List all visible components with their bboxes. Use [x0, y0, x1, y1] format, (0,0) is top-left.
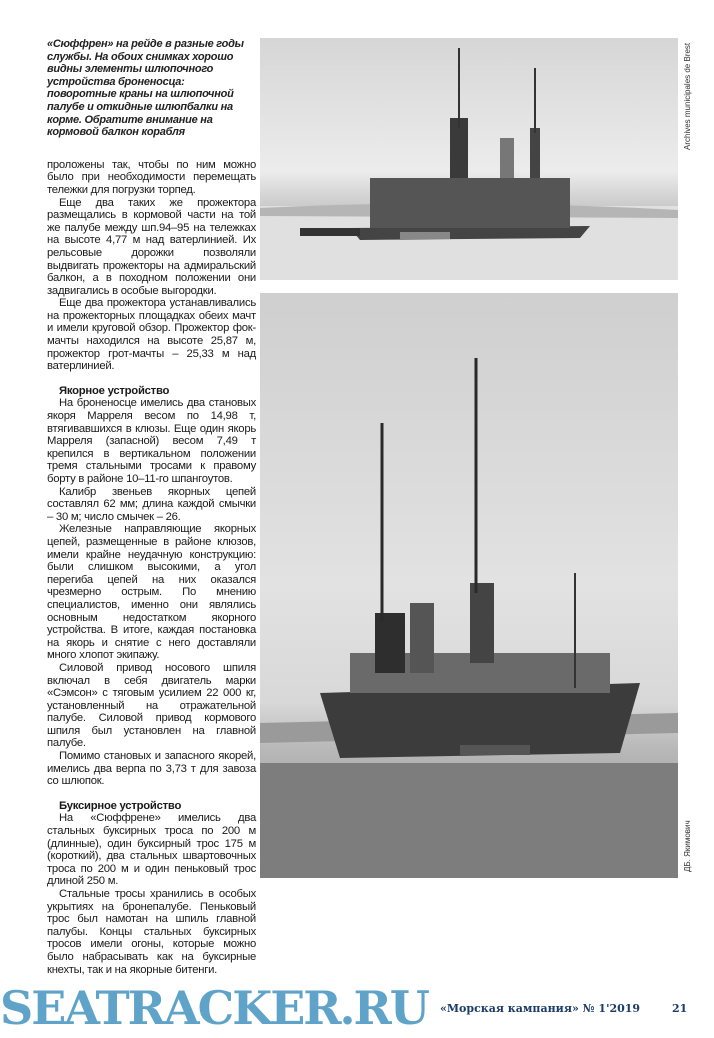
photo-credit-bottom: ДБ. Якимович [683, 820, 692, 872]
text-column [47, 38, 256, 976]
paragraph: Еще два прожектора устанавливались на прожекторных площадках обеих мачт и имели круговой обзор. Прожектор фок-мачты находился на высоте 25,87 м, прожектор грот-мачты – 25,33 м над ватерлинией. [47, 297, 256, 373]
photo-ship-roadstead-bottom [260, 293, 678, 878]
paragraph: проложены так, чтобы по ним можно было при необходимости перемещать тележки для погрузки торпед. [47, 158, 256, 196]
footer-magazine: «Морская кампания» № 1'2019 [440, 1002, 641, 1015]
page-footer [0, 982, 714, 1038]
photo-ship-roadstead-top [260, 38, 678, 280]
paragraph: На броненосце имелись два становых якоря Марреля весом по 14,98 т, втягивавшихся в клюзы. Еще один якорь Марреля (запасной) весом 7,49 т крепился в вертикальном положении тремя стальными тросами к правому борту в районе 10–11-го шпангоутов. [47, 397, 256, 485]
paragraph: Еще два таких же прожектора размещались в кормовой части на той же палубе между шп.94–95 на тележках на высоте 4,77 м над ватерлинией. Их рельсовые дорожки позволяли выдвигать прожекторы на адмиральский балкон, а в походном положении они задвигались в особые выгородки. [47, 196, 256, 297]
footer-page-number: 21 [672, 1002, 688, 1015]
paragraph: Стальные тросы хранились в особых укрытиях на бронепалубе. Пеньковый трос был намотан на шпиль главной палубы. Концы стальных буксирных тросов имели огоны, которые можно было набрасывать как на буксирные кнехты, так и на якорные битенги. [47, 888, 256, 976]
paragraph: Калибр звеньев якорных цепей составлял 62 мм; длина каждой смычки – 30 м; число смычек – 26. [47, 485, 256, 523]
section-heading-towing: Буксирное устройство [59, 799, 182, 812]
photo-credit-top: Archives municipales de Brest [683, 42, 692, 150]
article-body [47, 159, 256, 976]
section-heading-anchor: Якорное устройство [59, 384, 170, 397]
paragraph: Помимо становых и запасного якорей, имелись два верпа по 3,73 т для завоза со шлюпок. [47, 750, 256, 788]
photo-caption: «Сюффрен» на рейде в разные годы службы. На обоих снимках хорошо видны элементы шлюпочного устройства броненосца: поворотные краны на шлюпочной палубе и откидные шлюпбалки на корме. Обратите внимание на кормовой балкон корабля [47, 38, 244, 139]
watermark-logo: SEATRACKER.RU [0, 981, 428, 1035]
paragraph: На «Сюффрене» имелись два стальных буксирных троса по 200 м (длинные), один буксирный трос 175 м (короткий), два стальных швартовочных троса по 200 м и один пеньковый трос длиной 250 м. [47, 812, 256, 888]
paragraph: Силовой привод носового шпиля включал в себя двигатель марки «Сэмсон» с тяговым усилием 22 000 кг, установленный на отражательной палубе. Силовой привод кормового шпиля был установлен на главной палубе. [47, 661, 256, 750]
paragraph: Железные направляющие якорных цепей, размещенные в районе клюзов, имели крайне неудачную конструкцию: были слишком высокими, а угол перегиба цепей на них оказался чрезмерно острым. По мнению специалистов, именно они являлись основным недостатком якорного устройства. В итоге, каждая постановка на якорь и снятие с него доставляли много хлопот экипажу. [47, 523, 256, 662]
